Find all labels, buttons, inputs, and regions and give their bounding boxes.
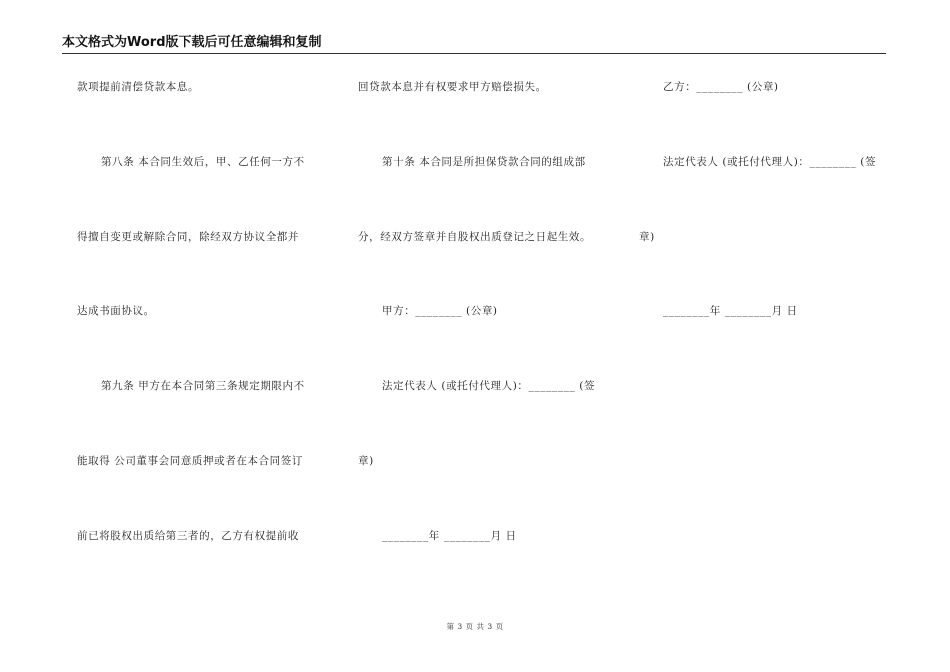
left-line-2: 第八条 本合同生效后，甲、乙任何一方不 (101, 156, 305, 168)
party-b-date: ________年 ________月 日 (663, 305, 798, 317)
middle-line-3: 分，经双方签章并自股权出质登记之日起生效。 (358, 231, 592, 243)
left-line-5: 第九条 甲方在本合同第三条规定期限内不 (101, 380, 305, 392)
party-b-seal: 乙方：________ (公章) (663, 81, 779, 93)
left-line-3: 得擅自变更或解除合同，除经双方协议全都并 (77, 231, 299, 243)
middle-line-2: 第十条 本合同是所担保贷款合同的组成部 (382, 156, 586, 168)
party-b-representative: 法定代表人 (或托付代理人)：________ (签 (663, 156, 877, 168)
page-number: 第 3 页 共 3 页 (446, 622, 504, 631)
left-line-1: 款项提前清偿贷款本息。 (77, 81, 200, 93)
page-header (62, 34, 886, 54)
party-b-representative-cont: 章) (639, 231, 655, 243)
header-title: 本文格式为Word版下载后可任意编辑和复制 (62, 35, 322, 50)
middle-line-1: 回贷款本息并有权要求甲方赔偿损失。 (358, 81, 547, 93)
left-line-6: 能取得 公司董事会同意质押或者在本合同签订 (77, 455, 303, 467)
party-a-date: ________年 ________月 日 (382, 530, 517, 542)
party-a-representative-cont: 章) (358, 455, 374, 467)
party-a-seal: 甲方：________ (公章) (382, 305, 498, 317)
left-line-4: 达成书面协议。 (77, 305, 155, 317)
party-a-representative: 法定代表人 (或托付代理人)：________ (签 (382, 380, 596, 392)
left-line-7: 前已将股权出质给第三者的，乙方有权提前收 (77, 530, 299, 542)
